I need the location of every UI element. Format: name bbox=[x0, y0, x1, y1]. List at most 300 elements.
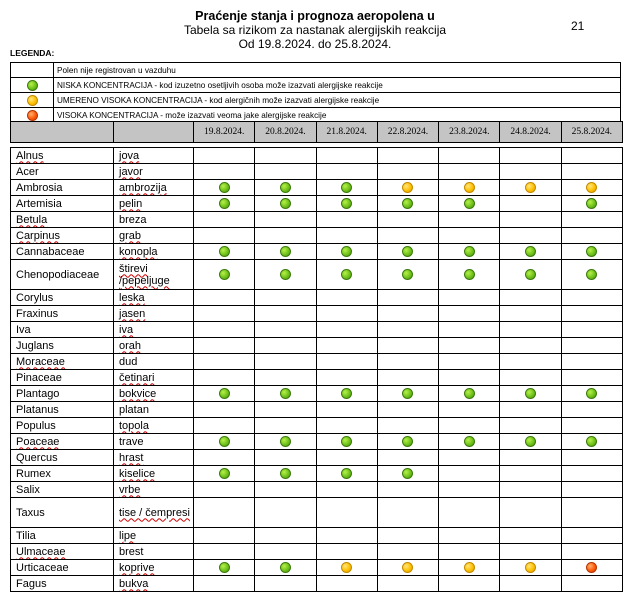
risk-cell bbox=[500, 560, 561, 576]
risk-cell bbox=[561, 212, 622, 228]
legend-icon-cell bbox=[11, 63, 54, 78]
risk-cell bbox=[439, 370, 500, 386]
table-row bbox=[11, 482, 623, 498]
risk-cell bbox=[316, 450, 377, 466]
yellow-dot-icon bbox=[464, 562, 475, 573]
risk-cell bbox=[561, 386, 622, 402]
latin-name: Fagus bbox=[11, 576, 114, 592]
green-dot-icon bbox=[280, 246, 291, 257]
risk-cell bbox=[439, 212, 500, 228]
risk-cell bbox=[194, 576, 255, 592]
legend-row bbox=[11, 78, 621, 93]
risk-cell bbox=[316, 434, 377, 450]
risk-cell bbox=[316, 576, 377, 592]
risk-cell bbox=[500, 322, 561, 338]
risk-cell bbox=[255, 434, 316, 450]
risk-cell bbox=[255, 560, 316, 576]
green-dot-icon bbox=[464, 269, 475, 280]
risk-cell bbox=[439, 164, 500, 180]
risk-cell bbox=[255, 354, 316, 370]
risk-cell bbox=[500, 338, 561, 354]
risk-cell bbox=[500, 450, 561, 466]
risk-cell bbox=[194, 482, 255, 498]
risk-cell bbox=[194, 338, 255, 354]
legend-row bbox=[11, 63, 621, 78]
risk-cell bbox=[316, 370, 377, 386]
date-header: 23.8.2024. bbox=[439, 122, 500, 143]
risk-cell bbox=[439, 290, 500, 306]
table-row bbox=[11, 528, 623, 544]
yellow-dot-icon bbox=[525, 182, 536, 193]
risk-cell bbox=[439, 354, 500, 370]
table-row bbox=[11, 212, 623, 228]
latin-name: Chenopodiaceae bbox=[11, 260, 114, 290]
risk-cell bbox=[439, 244, 500, 260]
risk-cell bbox=[561, 402, 622, 418]
green-dot-icon bbox=[219, 562, 230, 573]
risk-cell bbox=[561, 306, 622, 322]
green-dot-icon bbox=[280, 388, 291, 399]
risk-cell bbox=[439, 338, 500, 354]
local-name: topola bbox=[114, 418, 194, 434]
green-dot-icon bbox=[280, 562, 291, 573]
latin-name: Pinaceae bbox=[11, 370, 114, 386]
local-name: vrbe bbox=[114, 482, 194, 498]
date-header: 22.8.2024. bbox=[377, 122, 438, 143]
latin-name: Carpinus bbox=[11, 228, 114, 244]
latin-name: Salix bbox=[11, 482, 114, 498]
local-name: bukva bbox=[114, 576, 194, 592]
green-dot-icon bbox=[586, 269, 597, 280]
latin-name: Taxus bbox=[11, 498, 114, 528]
risk-cell bbox=[194, 418, 255, 434]
latin-name: Fraxinus bbox=[11, 306, 114, 322]
risk-cell bbox=[316, 402, 377, 418]
yellow-dot-icon bbox=[464, 182, 475, 193]
risk-cell bbox=[377, 450, 438, 466]
yellow-dot-icon bbox=[525, 562, 536, 573]
risk-cell bbox=[255, 370, 316, 386]
risk-cell bbox=[500, 196, 561, 212]
risk-cell bbox=[194, 322, 255, 338]
risk-cell bbox=[316, 482, 377, 498]
header-blank-cell bbox=[114, 122, 194, 143]
date-header: 19.8.2024. bbox=[194, 122, 255, 143]
green-dot-icon bbox=[219, 468, 230, 479]
risk-cell bbox=[377, 498, 438, 528]
risk-cell bbox=[194, 196, 255, 212]
risk-cell bbox=[561, 338, 622, 354]
risk-cell bbox=[316, 338, 377, 354]
table-row bbox=[11, 576, 623, 592]
date-range: Od 19.8.2024. do 25.8.2024. bbox=[238, 37, 392, 51]
green-dot-icon bbox=[464, 198, 475, 209]
legend-table bbox=[10, 62, 621, 123]
local-name: hrast bbox=[114, 450, 194, 466]
orange-dot-icon bbox=[27, 110, 38, 121]
green-dot-icon bbox=[219, 388, 230, 399]
risk-cell bbox=[194, 148, 255, 164]
risk-cell bbox=[255, 196, 316, 212]
risk-cell bbox=[439, 466, 500, 482]
green-dot-icon bbox=[27, 80, 38, 91]
risk-cell bbox=[377, 338, 438, 354]
green-dot-icon bbox=[219, 436, 230, 447]
risk-cell bbox=[316, 498, 377, 528]
risk-cell bbox=[561, 498, 622, 528]
risk-cell bbox=[561, 322, 622, 338]
risk-cell bbox=[377, 576, 438, 592]
risk-cell bbox=[561, 434, 622, 450]
risk-cell bbox=[255, 228, 316, 244]
risk-cell bbox=[439, 260, 500, 290]
local-name: konopla bbox=[114, 244, 194, 260]
yellow-dot-icon bbox=[27, 95, 38, 106]
table-row bbox=[11, 244, 623, 260]
risk-cell bbox=[561, 244, 622, 260]
local-name: grab bbox=[114, 228, 194, 244]
table-row bbox=[11, 434, 623, 450]
green-dot-icon bbox=[402, 468, 413, 479]
risk-cell bbox=[500, 290, 561, 306]
local-name: koprive bbox=[114, 560, 194, 576]
latin-name: Plantago bbox=[11, 386, 114, 402]
local-name: iva bbox=[114, 322, 194, 338]
latin-name: Betula bbox=[11, 212, 114, 228]
latin-name: Rumex bbox=[11, 466, 114, 482]
green-dot-icon bbox=[219, 246, 230, 257]
risk-cell bbox=[194, 164, 255, 180]
table-row bbox=[11, 544, 623, 560]
risk-cell bbox=[194, 354, 255, 370]
table-row bbox=[11, 370, 623, 386]
risk-cell bbox=[377, 544, 438, 560]
green-dot-icon bbox=[341, 246, 352, 257]
green-dot-icon bbox=[464, 246, 475, 257]
latin-name: Iva bbox=[11, 322, 114, 338]
table-row bbox=[11, 260, 623, 290]
legend-row bbox=[11, 93, 621, 108]
risk-cell bbox=[500, 386, 561, 402]
risk-cell bbox=[316, 212, 377, 228]
legend-text: NISKA KONCENTRACIJA - kod izuzetno osetljivih osoba može izazvati alergijske reakcije bbox=[54, 78, 621, 93]
risk-cell bbox=[439, 482, 500, 498]
risk-cell bbox=[255, 402, 316, 418]
date-header: 24.8.2024. bbox=[500, 122, 561, 143]
date-header: 20.8.2024. bbox=[255, 122, 316, 143]
risk-cell bbox=[377, 402, 438, 418]
risk-cell bbox=[194, 180, 255, 196]
risk-cell bbox=[561, 576, 622, 592]
risk-cell bbox=[194, 466, 255, 482]
risk-cell bbox=[561, 260, 622, 290]
risk-cell bbox=[255, 212, 316, 228]
latin-name: Cannabaceae bbox=[11, 244, 114, 260]
risk-cell bbox=[561, 290, 622, 306]
risk-cell bbox=[439, 180, 500, 196]
local-name: štirevi /pepeljuge bbox=[114, 260, 194, 290]
risk-cell bbox=[377, 370, 438, 386]
risk-cell bbox=[255, 482, 316, 498]
risk-cell bbox=[194, 370, 255, 386]
risk-cell bbox=[194, 244, 255, 260]
table-row bbox=[11, 164, 623, 180]
local-name: jova bbox=[114, 148, 194, 164]
risk-cell bbox=[377, 244, 438, 260]
risk-cell bbox=[500, 498, 561, 528]
local-name: lipe bbox=[114, 528, 194, 544]
green-dot-icon bbox=[219, 269, 230, 280]
risk-cell bbox=[316, 386, 377, 402]
yellow-dot-icon bbox=[402, 182, 413, 193]
risk-cell bbox=[500, 228, 561, 244]
table-row bbox=[11, 290, 623, 306]
risk-cell bbox=[255, 576, 316, 592]
risk-cell bbox=[316, 164, 377, 180]
local-name: javor bbox=[114, 164, 194, 180]
risk-cell bbox=[500, 164, 561, 180]
pollen-risk-table bbox=[10, 121, 623, 592]
risk-cell bbox=[377, 196, 438, 212]
table-row bbox=[11, 306, 623, 322]
table-row bbox=[11, 228, 623, 244]
table-row bbox=[11, 354, 623, 370]
green-dot-icon bbox=[586, 436, 597, 447]
latin-name: Populus bbox=[11, 418, 114, 434]
risk-cell bbox=[316, 466, 377, 482]
risk-cell bbox=[377, 354, 438, 370]
local-name: dud bbox=[114, 354, 194, 370]
legend-text: Polen nije registrovan u vazduhu bbox=[54, 63, 621, 78]
risk-cell bbox=[500, 576, 561, 592]
risk-cell bbox=[377, 322, 438, 338]
risk-cell bbox=[377, 434, 438, 450]
risk-cell bbox=[561, 196, 622, 212]
risk-cell bbox=[439, 498, 500, 528]
green-dot-icon bbox=[464, 436, 475, 447]
risk-cell bbox=[316, 322, 377, 338]
risk-cell bbox=[377, 148, 438, 164]
date-header-row bbox=[11, 122, 623, 143]
green-dot-icon bbox=[586, 198, 597, 209]
legend-text: VISOKA KONCENTRACIJA - može izazvati veoma jake alergijske reakcije bbox=[54, 108, 621, 123]
table-row bbox=[11, 196, 623, 212]
risk-cell bbox=[561, 164, 622, 180]
risk-cell bbox=[377, 482, 438, 498]
risk-cell bbox=[255, 164, 316, 180]
table-row bbox=[11, 402, 623, 418]
legend-icon-cell bbox=[11, 93, 54, 108]
latin-name: Artemisia bbox=[11, 196, 114, 212]
local-name: bokvice bbox=[114, 386, 194, 402]
risk-cell bbox=[194, 260, 255, 290]
risk-cell bbox=[561, 354, 622, 370]
table-row bbox=[11, 338, 623, 354]
risk-cell bbox=[439, 576, 500, 592]
local-name: kiselice bbox=[114, 466, 194, 482]
table-row bbox=[11, 180, 623, 196]
risk-cell bbox=[194, 290, 255, 306]
latin-name: Platanus bbox=[11, 402, 114, 418]
risk-cell bbox=[255, 528, 316, 544]
risk-cell bbox=[561, 418, 622, 434]
green-dot-icon bbox=[586, 388, 597, 399]
risk-cell bbox=[377, 212, 438, 228]
risk-cell bbox=[316, 180, 377, 196]
risk-cell bbox=[255, 244, 316, 260]
risk-cell bbox=[194, 386, 255, 402]
risk-cell bbox=[500, 544, 561, 560]
green-dot-icon bbox=[341, 198, 352, 209]
green-dot-icon bbox=[341, 182, 352, 193]
legend-text: UMERENO VISOKA KONCENTRACIJA - kod alergičnih može izazvati alergijske reakcije bbox=[54, 93, 621, 108]
risk-cell bbox=[500, 466, 561, 482]
risk-cell bbox=[316, 560, 377, 576]
yellow-dot-icon bbox=[402, 562, 413, 573]
table-row bbox=[11, 560, 623, 576]
header-blank-cell bbox=[11, 122, 114, 143]
risk-cell bbox=[500, 180, 561, 196]
risk-cell bbox=[316, 418, 377, 434]
document-title: Praćenje stanja i prognoza aeropolena u bbox=[195, 9, 435, 23]
risk-cell bbox=[561, 466, 622, 482]
table-row bbox=[11, 498, 623, 528]
local-name: brest bbox=[114, 544, 194, 560]
risk-cell bbox=[255, 306, 316, 322]
risk-cell bbox=[561, 180, 622, 196]
risk-cell bbox=[439, 450, 500, 466]
green-dot-icon bbox=[402, 269, 413, 280]
risk-cell bbox=[377, 560, 438, 576]
risk-cell bbox=[377, 386, 438, 402]
latin-name: Alnus bbox=[11, 148, 114, 164]
risk-cell bbox=[377, 306, 438, 322]
risk-cell bbox=[316, 228, 377, 244]
latin-name: Poaceae bbox=[11, 434, 114, 450]
risk-cell bbox=[255, 322, 316, 338]
risk-cell bbox=[500, 212, 561, 228]
risk-cell bbox=[316, 290, 377, 306]
green-dot-icon bbox=[586, 246, 597, 257]
risk-cell bbox=[377, 180, 438, 196]
green-dot-icon bbox=[402, 436, 413, 447]
latin-name: Moraceae bbox=[11, 354, 114, 370]
risk-cell bbox=[439, 418, 500, 434]
green-dot-icon bbox=[525, 269, 536, 280]
risk-cell bbox=[561, 482, 622, 498]
latin-name: Ulmaceae bbox=[11, 544, 114, 560]
risk-cell bbox=[194, 450, 255, 466]
risk-cell bbox=[561, 450, 622, 466]
green-dot-icon bbox=[525, 388, 536, 399]
risk-cell bbox=[377, 290, 438, 306]
green-dot-icon bbox=[402, 246, 413, 257]
risk-cell bbox=[316, 260, 377, 290]
risk-cell bbox=[439, 560, 500, 576]
risk-cell bbox=[377, 418, 438, 434]
risk-cell bbox=[561, 148, 622, 164]
risk-cell bbox=[255, 386, 316, 402]
date-header: 21.8.2024. bbox=[316, 122, 377, 143]
date-header: 25.8.2024. bbox=[561, 122, 622, 143]
local-name: ambrozija bbox=[114, 180, 194, 196]
risk-cell bbox=[194, 498, 255, 528]
local-name: tise / čempresi bbox=[114, 498, 194, 528]
local-name: breza bbox=[114, 212, 194, 228]
risk-cell bbox=[377, 528, 438, 544]
green-dot-icon bbox=[280, 468, 291, 479]
yellow-dot-icon bbox=[586, 182, 597, 193]
risk-cell bbox=[439, 196, 500, 212]
risk-cell bbox=[439, 434, 500, 450]
table-row bbox=[11, 148, 623, 164]
risk-cell bbox=[561, 228, 622, 244]
risk-cell bbox=[439, 528, 500, 544]
risk-cell bbox=[500, 482, 561, 498]
table-row bbox=[11, 386, 623, 402]
risk-cell bbox=[316, 148, 377, 164]
risk-cell bbox=[377, 260, 438, 290]
green-dot-icon bbox=[341, 269, 352, 280]
latin-name: Ambrosia bbox=[11, 180, 114, 196]
document-subtitle: Tabela sa rizikom za nastanak alergijskih reakcija bbox=[183, 23, 447, 37]
table-row bbox=[11, 450, 623, 466]
risk-cell bbox=[377, 466, 438, 482]
legend-icon-cell bbox=[11, 78, 54, 93]
risk-cell bbox=[500, 418, 561, 434]
risk-cell bbox=[194, 560, 255, 576]
local-name: leska bbox=[114, 290, 194, 306]
risk-cell bbox=[194, 544, 255, 560]
latin-name: Juglans bbox=[11, 338, 114, 354]
legend-heading: LEGENDA: bbox=[10, 48, 55, 58]
page-number: 21 bbox=[571, 19, 585, 33]
risk-cell bbox=[255, 148, 316, 164]
risk-cell bbox=[561, 370, 622, 386]
orange-dot-icon bbox=[586, 562, 597, 573]
latin-name: Quercus bbox=[11, 450, 114, 466]
risk-cell bbox=[255, 450, 316, 466]
yellow-dot-icon bbox=[341, 562, 352, 573]
green-dot-icon bbox=[402, 388, 413, 399]
green-dot-icon bbox=[464, 388, 475, 399]
risk-cell bbox=[439, 228, 500, 244]
green-dot-icon bbox=[341, 388, 352, 399]
risk-cell bbox=[500, 434, 561, 450]
risk-cell bbox=[194, 228, 255, 244]
risk-cell bbox=[255, 290, 316, 306]
risk-cell bbox=[255, 260, 316, 290]
risk-cell bbox=[316, 244, 377, 260]
risk-cell bbox=[439, 322, 500, 338]
risk-cell bbox=[255, 466, 316, 482]
risk-cell bbox=[500, 244, 561, 260]
latin-name: Corylus bbox=[11, 290, 114, 306]
risk-cell bbox=[500, 306, 561, 322]
latin-name: Urticaceae bbox=[11, 560, 114, 576]
green-dot-icon bbox=[219, 182, 230, 193]
risk-cell bbox=[439, 148, 500, 164]
green-dot-icon bbox=[341, 468, 352, 479]
risk-cell bbox=[377, 164, 438, 180]
risk-cell bbox=[316, 528, 377, 544]
table-row bbox=[11, 418, 623, 434]
risk-cell bbox=[255, 418, 316, 434]
green-dot-icon bbox=[219, 198, 230, 209]
risk-cell bbox=[194, 306, 255, 322]
risk-cell bbox=[316, 306, 377, 322]
table-row bbox=[11, 466, 623, 482]
